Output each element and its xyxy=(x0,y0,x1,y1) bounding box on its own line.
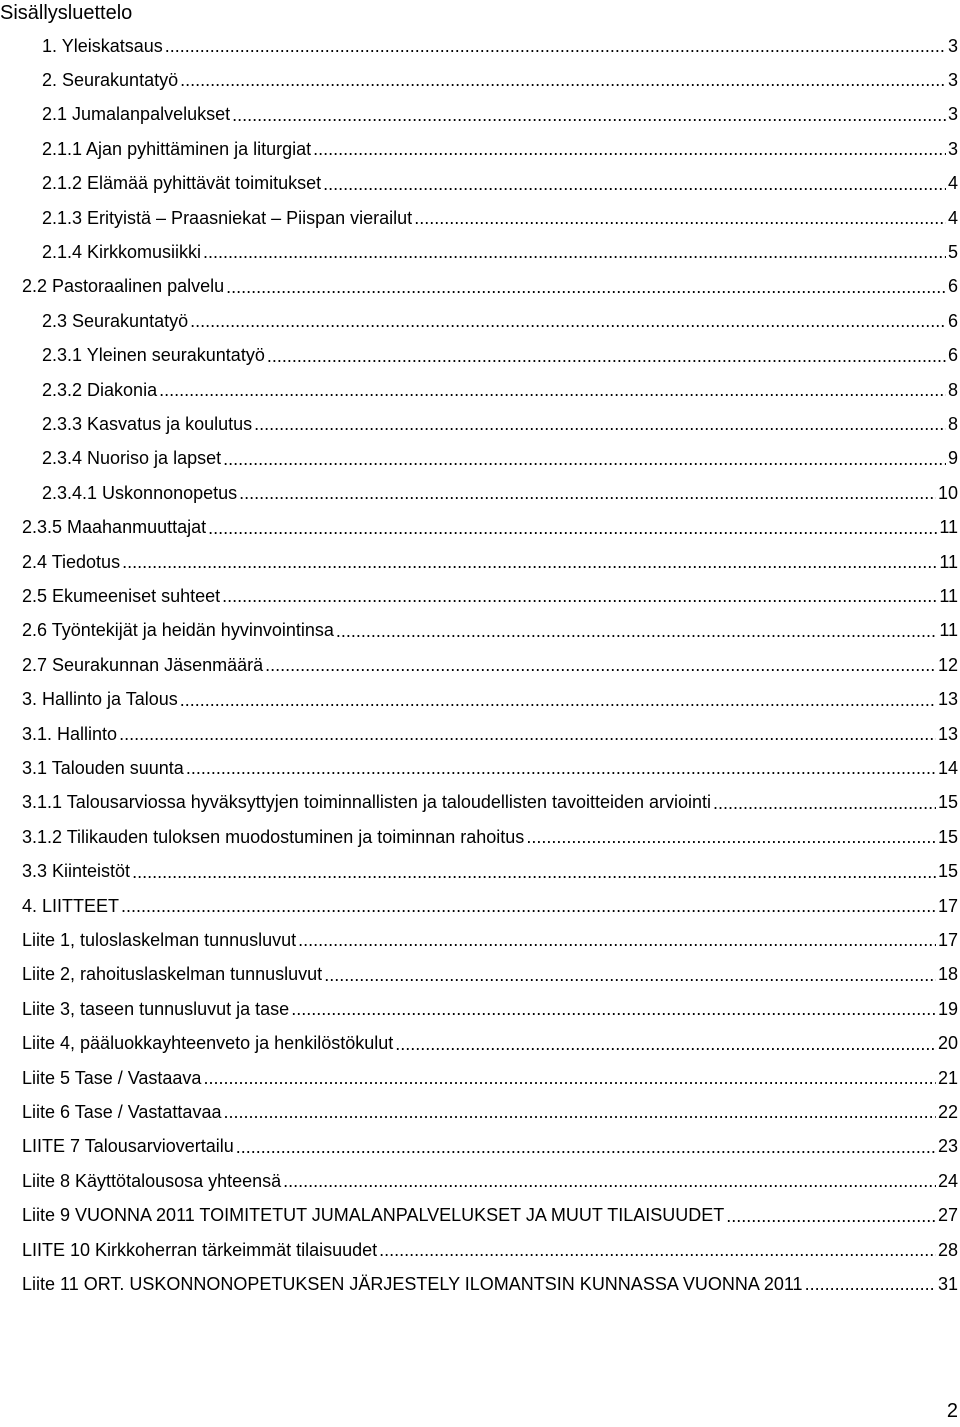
toc-entry-page: 19 xyxy=(937,998,958,1019)
toc-entry[interactable] xyxy=(22,751,958,785)
toc-leader-dots xyxy=(119,724,936,744)
toc-entry-page: 15 xyxy=(937,861,958,882)
toc-entry-page: 15 xyxy=(937,826,958,847)
toc-entry[interactable] xyxy=(22,1164,958,1198)
toc-leader-dots xyxy=(226,277,946,297)
toc-leader-dots xyxy=(203,1068,936,1088)
toc-entry[interactable] xyxy=(42,132,958,166)
toc-leader-dots xyxy=(254,414,946,434)
toc-entry-page: 5 xyxy=(947,241,958,262)
toc-entry-label: 2.1.1 Ajan pyhittäminen ja liturgiat xyxy=(42,138,312,159)
toc-entry[interactable] xyxy=(42,304,958,338)
toc-entry-page: 6 xyxy=(947,345,958,366)
toc-entry-page: 13 xyxy=(937,689,958,710)
toc-entry[interactable] xyxy=(42,407,958,441)
toc-leader-dots xyxy=(122,552,937,572)
toc-entry[interactable] xyxy=(22,511,958,545)
toc-entry[interactable] xyxy=(42,98,958,132)
toc-entry[interactable] xyxy=(22,889,958,923)
toc-entry-label: 2.3.5 Maahanmuuttajat xyxy=(22,517,207,538)
toc-entry-page: 3 xyxy=(947,35,958,56)
toc-entry-page: 27 xyxy=(937,1205,958,1226)
toc-entry-label: 3. Hallinto ja Talous xyxy=(22,689,178,710)
toc-entry-page: 18 xyxy=(937,964,958,985)
toc-entry-page: 4 xyxy=(947,173,958,194)
toc-entry[interactable] xyxy=(42,339,958,373)
toc-leader-dots xyxy=(726,1206,936,1226)
toc-entry-label: 2.7 Seurakunnan Jäsenmäärä xyxy=(22,654,264,675)
toc-leader-dots xyxy=(265,655,936,675)
toc-entry-label: 2.1.3 Erityistä – Praasniekat – Piispan vierailut xyxy=(42,207,413,228)
toc-entry[interactable] xyxy=(22,1267,958,1301)
toc-leader-dots xyxy=(336,621,937,641)
toc-entry-label: 2.1.4 Kirkkomusiikki xyxy=(42,241,202,262)
toc-entry[interactable] xyxy=(42,63,958,97)
toc-entry[interactable] xyxy=(42,373,958,407)
toc-entry[interactable] xyxy=(22,545,958,579)
toc-entry[interactable] xyxy=(22,820,958,854)
toc-entry[interactable] xyxy=(42,235,958,269)
toc-entry[interactable] xyxy=(22,855,958,889)
toc-entry-page: 22 xyxy=(937,1101,958,1122)
toc-entry-label: 2.3.2 Diakonia xyxy=(42,379,158,400)
toc-entry[interactable] xyxy=(22,958,958,992)
page-number: 2 xyxy=(946,1400,958,1422)
toc-entry[interactable] xyxy=(22,923,958,957)
toc-entry-label: 4. LIITTEET xyxy=(22,895,120,916)
toc-leader-dots xyxy=(805,1274,936,1294)
toc-leader-dots xyxy=(239,483,936,503)
toc-entry-label: 2. Seurakuntatyö xyxy=(42,69,179,90)
toc-entry[interactable] xyxy=(22,1130,958,1164)
toc-entry-page: 4 xyxy=(947,207,958,228)
toc-entry-label: Liite 8 Käyttötalousosa yhteensä xyxy=(22,1170,282,1191)
toc-leader-dots xyxy=(180,690,936,710)
toc-entry[interactable] xyxy=(42,167,958,201)
toc-leader-dots xyxy=(121,896,936,916)
toc-entry[interactable] xyxy=(22,648,958,682)
toc-entry-page: 3 xyxy=(947,138,958,159)
toc-entry-page: 3 xyxy=(947,69,958,90)
toc-entry-label: 2.3 Seurakuntatyö xyxy=(42,310,189,331)
toc-entry-label: Liite 5 Tase / Vastaava xyxy=(22,1067,202,1088)
toc-entry-page: 8 xyxy=(947,379,958,400)
toc-entry[interactable] xyxy=(22,717,958,751)
toc-entry[interactable] xyxy=(42,29,958,63)
toc-entry-label: 2.1.2 Elämää pyhittävät toimitukset xyxy=(42,173,322,194)
toc-entry-page: 3 xyxy=(947,104,958,125)
toc-entry[interactable] xyxy=(22,786,958,820)
toc-entry-page: 12 xyxy=(937,654,958,675)
toc-entry-label: 3.1 Talouden suunta xyxy=(22,757,184,778)
toc-entry-label: LIITE 7 Talousarviovertailu xyxy=(22,1136,234,1157)
toc-leader-dots xyxy=(526,827,936,847)
toc-entry-label: 2.4 Tiedotus xyxy=(22,551,121,572)
toc-leader-dots xyxy=(186,758,936,778)
toc-leader-dots xyxy=(379,1240,936,1260)
toc-leader-dots xyxy=(236,1137,936,1157)
toc-leader-dots xyxy=(232,105,946,125)
toc-entry-page: 8 xyxy=(947,413,958,434)
toc-entry[interactable] xyxy=(42,476,958,510)
toc-entry-page: 13 xyxy=(937,723,958,744)
toc-entry-page: 11 xyxy=(939,585,958,606)
toc-entry-page: 10 xyxy=(937,482,958,503)
toc-entry-label: Liite 2, rahoituslaskelman tunnusluvut xyxy=(22,964,323,985)
toc-entry-page: 11 xyxy=(939,620,958,641)
toc-entry-label: 2.3.4 Nuoriso ja lapset xyxy=(42,448,222,469)
toc-entry-page: 28 xyxy=(937,1239,958,1260)
toc-leader-dots xyxy=(414,208,946,228)
toc-leader-dots xyxy=(180,70,946,90)
toc-leader-dots xyxy=(132,862,936,882)
toc-entry[interactable] xyxy=(22,579,958,613)
toc-entry-label: 2.2 Pastoraalinen palvelu xyxy=(22,276,225,297)
toc-entry-label: 2.3.3 Kasvatus ja koulutus xyxy=(42,413,253,434)
toc-entry-page: 11 xyxy=(939,517,958,538)
toc-entry-page: 20 xyxy=(937,1033,958,1054)
toc-leader-dots xyxy=(203,242,946,262)
toc-entry-label: 2.6 Työntekijät ja heidän hyvinvointinsa xyxy=(22,620,334,641)
toc-entry[interactable] xyxy=(22,683,958,717)
toc-entry-page: 6 xyxy=(947,310,958,331)
toc-leader-dots xyxy=(159,380,946,400)
toc-entry[interactable] xyxy=(42,442,958,476)
toc-leader-dots xyxy=(395,1034,936,1054)
toc-entry-page: 17 xyxy=(937,895,958,916)
toc-entry-page: 21 xyxy=(937,1067,958,1088)
toc-entry-page: 23 xyxy=(937,1136,958,1157)
toc-entry-page: 11 xyxy=(939,551,958,572)
toc-entry[interactable] xyxy=(22,1027,958,1061)
toc-entry-label: 3.1. Hallinto xyxy=(22,723,118,744)
toc-entry-label: Liite 6 Tase / Vastattavaa xyxy=(22,1101,222,1122)
toc-entry[interactable] xyxy=(22,270,958,304)
toc-entry-label: 1. Yleiskatsaus xyxy=(42,35,163,56)
toc-entry[interactable] xyxy=(22,992,958,1026)
toc-entry-page: 9 xyxy=(947,448,958,469)
toc-leader-dots xyxy=(283,1171,936,1191)
toc-entry-label: 2.1 Jumalanpalvelukset xyxy=(42,104,231,125)
toc-leader-dots xyxy=(324,965,936,985)
toc-entry-label: Liite 1, tuloslaskelman tunnusluvut xyxy=(22,929,297,950)
toc-entry-label: 2.3.1 Yleinen seurakuntatyö xyxy=(42,345,265,366)
toc-entry[interactable] xyxy=(22,1233,958,1267)
toc-entry-label: 3.3 Kiinteistöt xyxy=(22,861,131,882)
toc-entry-page: 31 xyxy=(937,1273,958,1294)
toc-entry[interactable] xyxy=(22,614,958,648)
toc-entry-label: LIITE 10 Kirkkoherran tärkeimmät tilaisuudet xyxy=(22,1239,378,1260)
toc-leader-dots xyxy=(190,311,946,331)
toc-entry-page: 15 xyxy=(937,792,958,813)
toc-leader-dots xyxy=(208,518,937,538)
toc-entry[interactable] xyxy=(22,1061,958,1095)
toc-leader-dots xyxy=(298,930,936,950)
toc-entry-page: 24 xyxy=(937,1170,958,1191)
toc-entry-page: 14 xyxy=(937,757,958,778)
toc-entry-page: 6 xyxy=(947,276,958,297)
toc-title: Sisällysluettelo xyxy=(0,2,133,24)
toc-entry-label: 3.1.2 Tilikauden tuloksen muodostuminen ja toiminnan rahoitus xyxy=(22,826,525,847)
toc-entry-label: Liite 3, taseen tunnusluvut ja tase xyxy=(22,998,290,1019)
toc-leader-dots xyxy=(323,174,946,194)
toc-leader-dots xyxy=(267,346,946,366)
toc-leader-dots xyxy=(165,36,946,56)
toc-leader-dots xyxy=(713,793,936,813)
toc-leader-dots xyxy=(223,449,946,469)
toc-entry-label: 2.5 Ekumeeniset suhteet xyxy=(22,585,221,606)
toc-leader-dots xyxy=(222,586,937,606)
toc-entry-page: 17 xyxy=(937,929,958,950)
toc-entry[interactable] xyxy=(22,1199,958,1233)
toc-entry-label: 3.1.1 Talousarviossa hyväksyttyjen toiminnallisten ja taloudellisten tavoitteiden arviointi xyxy=(22,792,712,813)
toc-entry[interactable] xyxy=(42,201,958,235)
toc-entry-label: 2.3.4.1 Uskonnonopetus xyxy=(42,482,238,503)
toc-entry-label: Liite 11 ORT. USKONNONOPETUKSEN JÄRJESTELY ILOMANTSIN KUNNASSA VUONNA 2011 xyxy=(22,1273,803,1294)
toc-entry[interactable] xyxy=(22,1095,958,1129)
toc-entry-label: Liite 4, pääluokkayhteenveto ja henkilöstökulut xyxy=(22,1033,394,1054)
toc-entry-label: Liite 9 VUONNA 2011 TOIMITETUT JUMALANPALVELUKSET JA MUUT TILAISUUDET xyxy=(22,1205,725,1226)
toc-leader-dots xyxy=(291,999,936,1019)
toc-leader-dots xyxy=(223,1102,936,1122)
toc-leader-dots xyxy=(313,139,946,159)
